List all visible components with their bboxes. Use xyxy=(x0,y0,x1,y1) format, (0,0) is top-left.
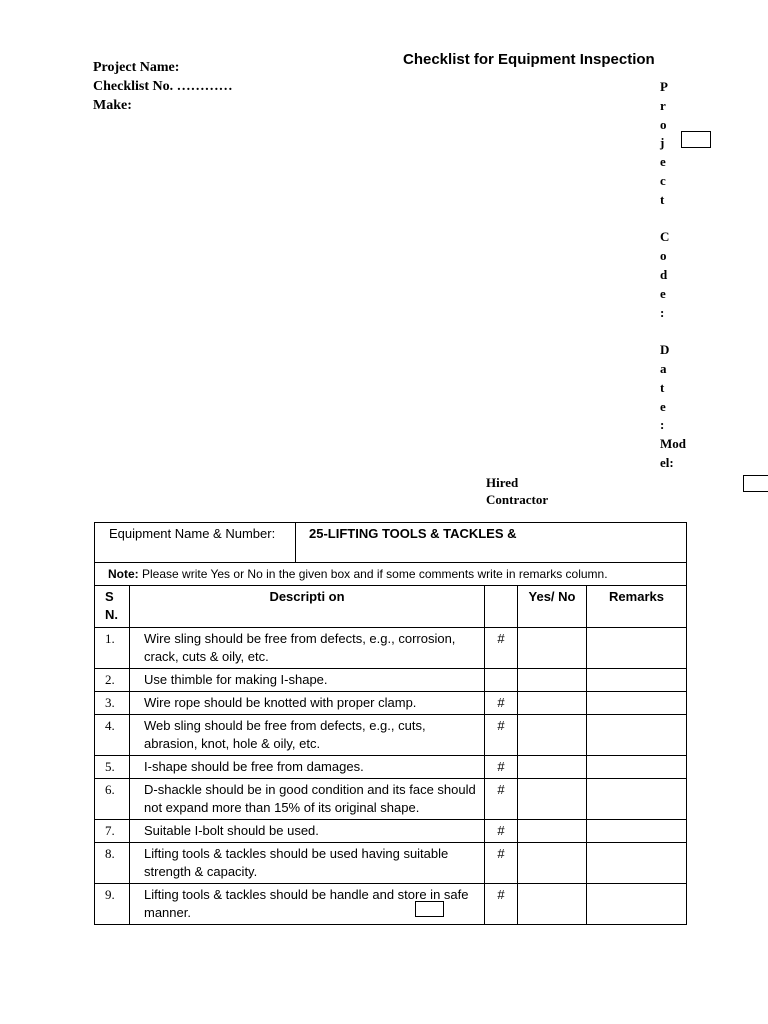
col-header-yes-no: Yes/ No xyxy=(518,586,587,628)
checklist-row xyxy=(95,756,687,779)
row-serial-number: 9. xyxy=(95,884,130,925)
col-header-description: Descripti on xyxy=(130,586,485,628)
row-serial-number: 2. xyxy=(95,669,130,692)
vertical-letter: o xyxy=(660,248,667,264)
vertical-letter xyxy=(660,322,700,341)
row-mark xyxy=(485,669,518,692)
row-remarks-field[interactable] xyxy=(587,756,687,779)
note-label: Note: xyxy=(108,567,139,581)
vertical-letter: e xyxy=(660,154,666,170)
vertical-letter xyxy=(660,210,700,229)
checklist-row xyxy=(95,843,687,884)
hired-label: Hired xyxy=(486,475,519,490)
signature-input-box[interactable] xyxy=(415,901,444,917)
vertical-letter: d xyxy=(660,266,668,282)
row-description: Suitable I-bolt should be used. xyxy=(130,820,485,843)
inspection-checklist-table xyxy=(94,522,687,925)
row-remarks-field[interactable] xyxy=(587,628,687,669)
row-mark: # xyxy=(485,715,518,756)
row-serial-number: 5. xyxy=(95,756,130,779)
note-text: Please write Yes or No in the given box and if some comments write in remarks column. xyxy=(138,567,608,581)
vertical-letter: : xyxy=(660,417,665,433)
vertical-letter: e xyxy=(660,398,666,414)
vertical-letter: r xyxy=(660,97,666,113)
row-description: I-shape should be free from damages. xyxy=(130,756,485,779)
row-yes-no-field[interactable] xyxy=(518,779,587,820)
note-cell xyxy=(95,563,687,586)
note-row xyxy=(95,563,687,586)
row-yes-no-field[interactable] xyxy=(518,692,587,715)
checklist-row xyxy=(95,715,687,756)
vertical-letter: e xyxy=(660,285,666,301)
row-mark: # xyxy=(485,884,518,925)
vertical-letter: Mod xyxy=(660,436,686,452)
row-serial-number: 1. xyxy=(95,628,130,669)
row-yes-no-field[interactable] xyxy=(518,628,587,669)
row-remarks-field[interactable] xyxy=(587,843,687,884)
row-remarks-field[interactable] xyxy=(587,884,687,925)
equipment-name-value[interactable]: 25-LIFTING TOOLS & TACKLES & xyxy=(296,523,687,563)
row-serial-number: 4. xyxy=(95,715,130,756)
row-remarks-field[interactable] xyxy=(587,669,687,692)
vertical-letter: P xyxy=(660,79,668,94)
row-yes-no-field[interactable] xyxy=(518,756,587,779)
checklist-row xyxy=(95,692,687,715)
row-description: Use thimble for making I-shape. xyxy=(130,669,485,692)
row-yes-no-field[interactable] xyxy=(518,669,587,692)
col-header-mark xyxy=(485,586,518,628)
row-mark: # xyxy=(485,779,518,820)
row-remarks-field[interactable] xyxy=(587,715,687,756)
vertical-letter: C xyxy=(660,229,670,245)
column-header-row xyxy=(95,586,687,628)
vertical-letter: : xyxy=(660,304,665,320)
project-name-label: Project Name: xyxy=(93,60,180,75)
equipment-name-label: Equipment Name & Number: xyxy=(95,523,296,563)
row-remarks-field[interactable] xyxy=(587,820,687,843)
row-serial-number: 7. xyxy=(95,820,130,843)
row-description: Wire sling should be free from defects, e.g., corrosion, crack, cuts & oily, etc. xyxy=(130,628,485,669)
row-description: Lifting tools & tackles should be used having suitable strength & capacity. xyxy=(130,843,485,884)
make-label: Make: xyxy=(93,98,132,113)
vertical-letter: el: xyxy=(660,454,674,470)
col-header-remarks: Remarks xyxy=(587,586,687,628)
row-description: D-shackle should be in good condition and its face should not expand more than 15% of its original shape. xyxy=(130,779,485,820)
model-input-box[interactable] xyxy=(743,475,768,492)
vertical-letter: t xyxy=(660,379,665,395)
row-remarks-field[interactable] xyxy=(587,779,687,820)
col-header-sn: S N. xyxy=(95,586,130,628)
row-yes-no-field[interactable] xyxy=(518,715,587,756)
row-yes-no-field[interactable] xyxy=(518,843,587,884)
row-mark: # xyxy=(485,628,518,669)
equipment-row xyxy=(95,523,687,563)
row-description: Web sling should be free from defects, e.g., cuts, abrasion, knot, hole & oily, etc. xyxy=(130,715,485,756)
contractor-label: Contractor xyxy=(486,491,549,507)
row-yes-no-field[interactable] xyxy=(518,820,587,843)
row-serial-number: 8. xyxy=(95,843,130,884)
hired-contractor-label xyxy=(486,475,548,508)
project-code-input-box[interactable] xyxy=(681,131,711,148)
checklist-row xyxy=(95,884,687,925)
row-serial-number: 6. xyxy=(95,779,130,820)
row-mark: # xyxy=(485,843,518,884)
vertical-letter: D xyxy=(660,342,670,358)
vertical-letter: j xyxy=(660,135,665,151)
vertical-letter: c xyxy=(660,172,666,188)
document-title: Checklist for Equipment Inspection xyxy=(403,51,655,68)
vertical-letter: o xyxy=(660,116,667,132)
row-serial-number: 3. xyxy=(95,692,130,715)
vertical-letter: a xyxy=(660,360,667,376)
row-mark: # xyxy=(485,756,518,779)
checklist-row xyxy=(95,628,687,669)
row-description: Lifting tools & tackles should be handle and store in safe manner. xyxy=(130,884,485,925)
row-remarks-field[interactable] xyxy=(587,692,687,715)
checklist-row xyxy=(95,669,687,692)
row-description: Wire rope should be knotted with proper clamp. xyxy=(130,692,485,715)
row-mark: # xyxy=(485,820,518,843)
checklist-row xyxy=(95,820,687,843)
checklist-row xyxy=(95,779,687,820)
checklist-number-label: Checklist No. ………… xyxy=(93,79,233,94)
row-mark: # xyxy=(485,692,518,715)
vertical-letter: t xyxy=(660,191,665,207)
row-yes-no-field[interactable] xyxy=(518,884,587,925)
